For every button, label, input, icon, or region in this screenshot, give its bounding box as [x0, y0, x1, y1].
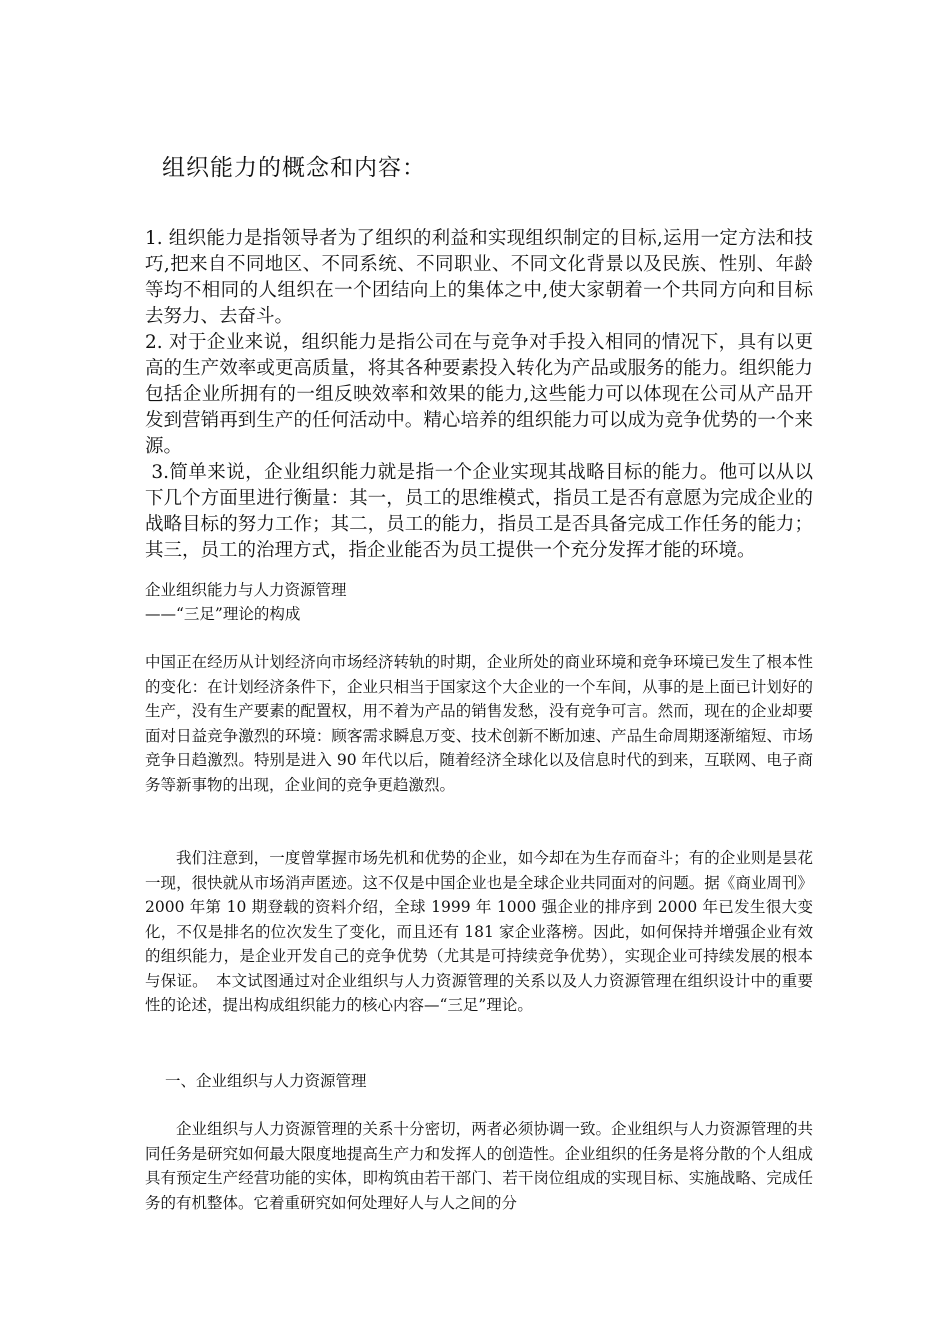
concept-item-2: 2. 对于企业来说，组织能力是指公司在与竞争对手投入相同的情况下，具有以更高的生产效率或更高质量，将其各种要素投入转化为产品或服务的能力。组织能力包括企业所拥有的一组反映效率和效果的能力,这些能力可以体现在公司从产品开发到营销再到生产的任何活动中。精心培养的组织能力可以成为竞争优势的一个来源。	[145, 332, 813, 457]
concept-item-1: 1. 组织能力是指领导者为了组织的利益和实现组织制定的目标,运用一定方法和技巧,把来自不同地区、不同系统、不同职业、不同文化背景以及民族、性别、年龄等均不相同的人组织在一个团结向上的集体之中,使大家朝着一个共同方向和目标去努力、去奋斗。	[145, 228, 813, 327]
concept-item-3: 3.简单来说，企业组织能力就是指一个企业实现其战略目标的能力。他可以从以下几个方面里进行衡量：其一，员工的思维模式，指员工是否有意愿为完成企业的战略目标的努力工作；其二，员工的能力，指员工是否具备完成工作任务的能力；其三，员工的治理方式，指企业能否为员工提供一个充分发挥才能的环境。	[145, 462, 813, 561]
page-title: 组织能力的概念和内容：	[162, 155, 426, 181]
article-subtitle-line2: ——“三足”理论的构成	[145, 605, 301, 623]
body-paragraph-3: 企业组织与人力资源管理的关系十分密切，两者必须协调一致。企业组织与人力资源管理的共同任务是研究如何最大限度地提高生产力和发挥人的创造性。企业组织的任务是将分散的个人组成具有预定生产经营功能的实体，即构筑由若干部门、若干岗位组成的实现目标、实施战略、完成任务的有机整体。它着重研究如何处理好人与人之间的分	[145, 1120, 813, 1212]
section-heading-1: 一、企业组织与人力资源管理	[165, 1072, 367, 1090]
body-paragraph-1: 中国正在经历从计划经济向市场经济转轨的时期，企业所处的商业环境和竞争环境已发生了根本性的变化：在计划经济条件下，企业只相当于国家这个大企业的一个车间，从事的是上面已计划好的生产，没有生产要素的配置权，用不着为产品的销售发愁，没有竞争可言。然而，现在的企业却要面对日益竞争激烈的环境：顾客需求瞬息万变、技术创新不断加速、产品生命周期逐渐缩短、市场竞争日趋激烈。特别是进入 90 年代以后，随着经济全球化以及信息时代的到来，互联网、电子商务等新事物的出现，企业间的竞争更趋激烈。	[145, 653, 813, 794]
body-paragraph-2: 我们注意到，一度曾掌握市场先机和优势的企业，如今却在为生存而奋斗；有的企业则是昙花一现，很快就从市场消声匿迹。这不仅是中国企业也是全球企业共同面对的问题。据《商业周刊》2000 年第 10 期登载的资料介绍，全球 1999 年 1000 强企业的排序到 2000 年已发生很大变化，不仅是排名的位次发生了变化，而且还有 181 家企业落榜。因此，如何保持并增强企业有效的组织能力，是企业开发自己的竞争优势（尤其是可持续竞争优势），实现企业可持续发展的根本与保证。 本文试图通过对企业组织与人力资源管理的关系以及人力资源管理在组织设计中的重要性的论述，提出构成组织能力的核心内容—“三足”理论。	[145, 849, 813, 1014]
concept-section	[145, 226, 813, 564]
article-subtitle-line1: 企业组织能力与人力资源管理	[145, 581, 347, 599]
